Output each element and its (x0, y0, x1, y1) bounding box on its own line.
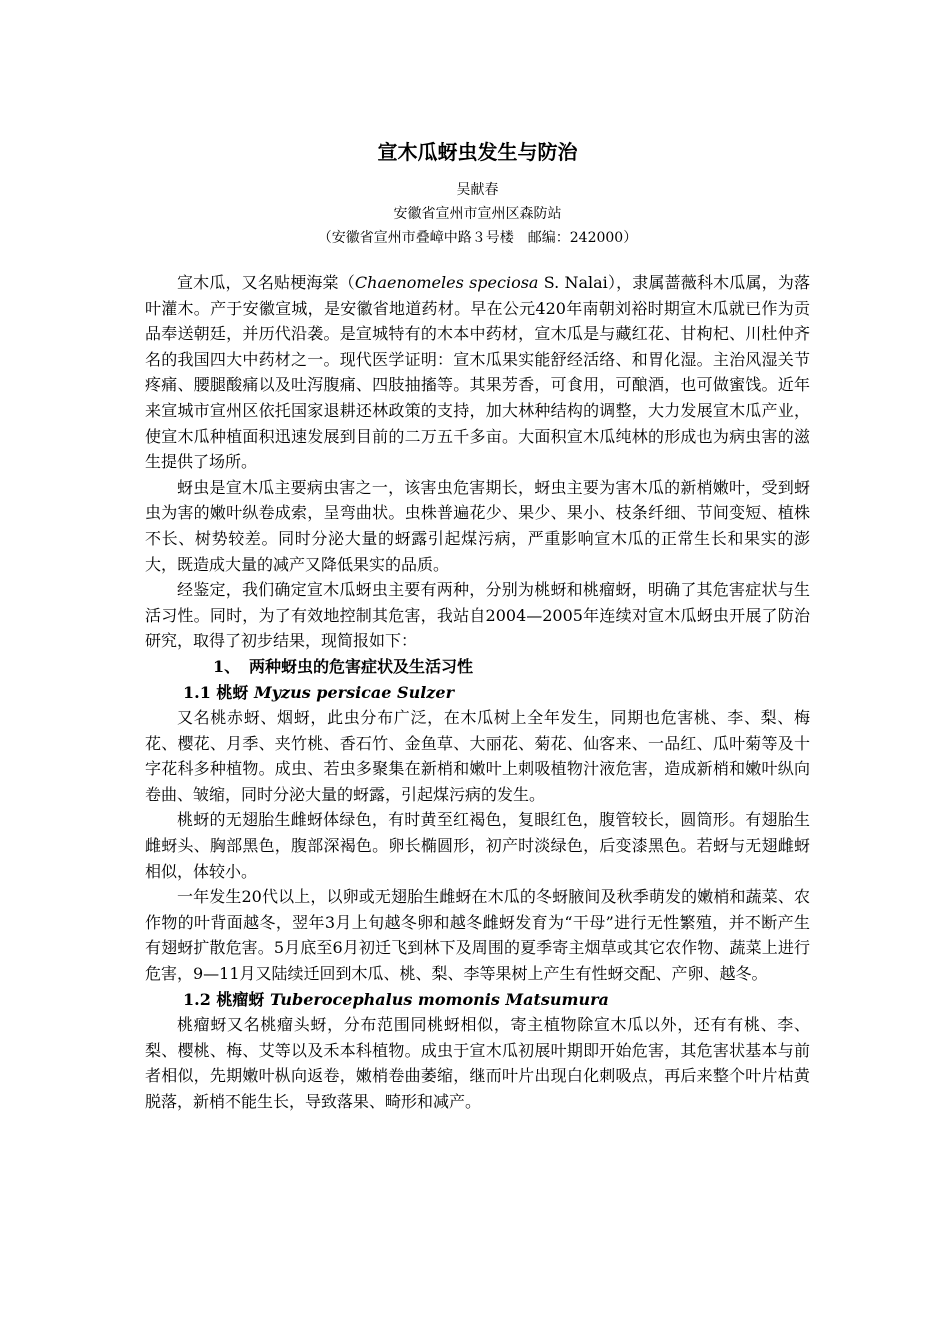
intro-p1-before: 宣木瓜，又名贴梗海棠（ (177, 273, 355, 292)
article-title: 宣木瓜蚜虫发生与防治 (377, 140, 578, 164)
author-name: 吴献春 (456, 182, 499, 198)
subsection-1-1-paragraph-3: 一年发生20代以上，以卵或无翅胎生雌蚜在木瓜的冬蚜腋间及秋季萌发的嫩梢和蔬菜、农作物的叶背面越冬，翌年3月上旬越冬卵和越冬雌蚜发育为“干母”进行无性繁殖，并不断产生有翅蚜扩散危害。5月底至6月初迁飞到林下及周围的夏季寄主烟草或其它农作物、蔬菜上进行危害，9—11月又陆续迁回到木瓜、桃、梨、李等果树上产生有性蚜交配、产卵、越冬。 (145, 887, 810, 984)
intro-paragraph-3: 经鉴定，我们确定宣木瓜蚜虫主要有两种，分别为桃蚜和桃瘤蚜，明确了其危害症状与生活习性。同时，为了有效地控制其危害，我站自2004—2005年连续对宣木瓜蚜虫开展了防治研究，取得了初步结果，现简报如下： (145, 580, 810, 651)
subsection-1-2-heading (145, 987, 810, 1013)
intro-p1-latin-name: Chaenomeles speciosa (354, 273, 539, 292)
section-1-heading (145, 654, 810, 680)
subsection-1-2-paragraph-1: 桃瘤蚜又名桃瘤头蚜，分布范围同桃蚜相似，寄主植物除宣木瓜以外，还有有桃、李、梨、樱桃、梅、艾等以及禾本科植物。成虫于宣木瓜初展叶期即开始危害，其危害状基本与前者相似，先期嫩叶枞向返卷，嫩梢卷曲萎缩，继而叶片出现白化刺吸点，再后来整个叶片枯黄脱落，新梢不能生长，导致落果、畸形和减产。 (145, 1015, 810, 1111)
author-address: （安徽省宣州市叠嶂中路３号楼 邮编：242000） (317, 230, 638, 246)
subsection-1-1-heading (145, 680, 810, 706)
document-page (145, 138, 810, 1115)
subsection-1-1-latin-name: Myzus persicae Sulzer (253, 682, 454, 702)
section-1-number: 1、 (213, 656, 241, 676)
subsection-1-1-paragraph-1: 又名桃赤蚜、烟蚜，此虫分布广泛，在木瓜树上全年发生，同期也危害桃、李、梨、梅花、樱花、月季、夹竹桃、香石竹、金鱼草、大丽花、菊花、仙客来、一品红、瓜叶菊等及十字花科多种植物。成虫、若虫多聚集在新梢和嫩叶上刺吸植物汁液危害，造成新梢和嫩叶纵向卷曲、皱缩，同时分泌大量的蚜露，引起煤污病的发生。 (145, 708, 810, 804)
section-1-title: 两种蚜虫的危害症状及生活习性 (249, 656, 474, 676)
intro-paragraph-1 (145, 270, 810, 475)
intro-paragraph-2: 蚜虫是宣木瓜主要病虫害之一，该害虫危害期长，蚜虫主要为害木瓜的新梢嫩叶，受到蚜虫为害的嫩叶纵卷成索，呈弯曲状。虫株普遍花少、果少、果小、枝条纤细、节间变短、植株不长、树势较差。同时分泌大量的蚜露引起煤污病，严重影响宣木瓜的正常生长和果实的澎大，既造成大量的减产又降低果实的品质。 (145, 477, 810, 574)
subsection-1-1-paragraph-2: 桃蚜的无翅胎生雌蚜体绿色，有时黄至红褐色，复眼红色，腹管较长，圆筒形。有翅胎生雌蚜头、胸部黑色，腹部深褐色。卵长椭圆形，初产时淡绿色，后变漆黑色。若蚜与无翅雌蚜相似，体较小。 (145, 810, 810, 881)
subsection-1-2-latin-name: Tuberocephalus momonis Matsumura (269, 989, 609, 1009)
intro-p1-after: S. Nalai），隶属蔷薇科木瓜属，为落叶灌木。产于安徽宣城，是安徽省地道药材。早在公元420年南朝刘裕时期宣木瓜就已作为贡品奉送朝廷，并历代沿袭。是宣城特有的木本中药材，宣木瓜是与藏红花、甘枸杞、川杜仲齐名的我国四大中药材之一。现代医学证明：宣木瓜果实能舒经活络、和胃化湿。主治风湿关节疼痛、腰腿酸痛以及吐泻腹痛、四肢抽搐等。其果芳香，可食用，可酿酒，也可做蜜饯。近年来宣城市宣州区依托国家退耕还林政策的支持，加大林种结构的调整，大力发展宣木瓜产业，使宣木瓜种植面积迅速发展到目前的二万五千多亩。大面积宣木瓜纯林的形成也为病虫害的滋生提供了场所。 (145, 273, 810, 472)
byline-block (145, 178, 810, 250)
subsection-1-1-label: 1.1 桃蚜 (183, 682, 254, 702)
subsection-1-2-label: 1.2 桃瘤蚜 (183, 989, 270, 1009)
author-affiliation: 安徽省宣州市宣州区森防站 (393, 206, 562, 222)
